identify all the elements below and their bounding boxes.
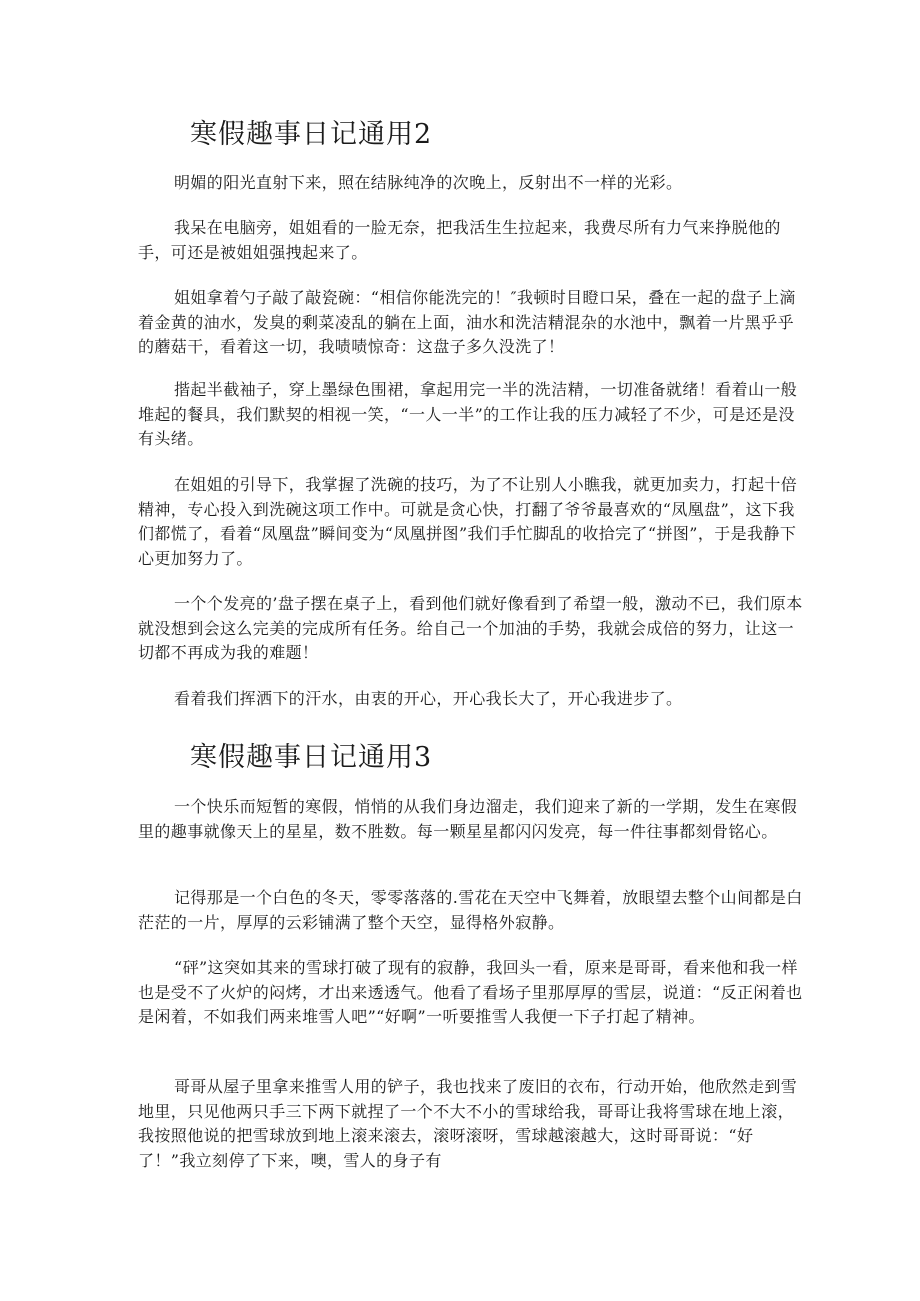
paragraph: 一个个发亮的’盘子摆在桌子上，看到他们就好像看到了希望一般，激动不已，我们原本就没想到会这么完美的完成所有任务。给自己一个加油的手势，我就会成倍的努力，让这一切都不再成为我的难题！ [138,594,803,662]
paragraph: 看着我们挥洒下的汗水，由衷的开心，开心我长大了，开心我进步了。 [174,689,683,708]
paragraph: 在姐姐的引导下，我掌握了洗碗的技巧，为了不让别人小瞧我，就更加卖力，打起十倍精神，专心投入到洗碗这项工作中。可就是贪心快，打翻了爷爷最喜欢的“凤凰盘”，这下我们都慌了，看着“凤凰盘”瞬间变为“凤凰拼图”我们手忙脚乱的收拾完了“拼图”，于是我静下心更加努力了。 [138,475,798,568]
paragraph: 揩起半截袖子，穿上墨绿色围裙，拿起用完一半的洗洁精，一切准备就绪！看着山一般堆起的餐具，我们默契的相视一笑，“一人一半”的工作让我的压力减轻了不少，可是还是没有头绪。 [138,380,798,448]
paragraph: 记得那是一个白色的冬天，零零落落的.雪花在天空中飞舞着，放眼望去整个山间都是白茫茫的一片，厚厚的云彩铺满了整个天空，显得格外寂静。 [138,888,803,932]
paragraph: 明媚的阳光直射下来，照在结脉纯净的次晚上，反射出不一样的光彩。 [174,173,683,192]
paragraph: 我呆在电脑旁，姐姐看的一脸无奈，把我活生生拉起来，我费尽所有力气来挣脱他的手，可还是被姐姐强拽起来了。 [138,218,781,262]
paragraph: “砰”这突如其来的雪球打破了现有的寂静，我回头一看，原来是哥哥，看来他和我一样也是受不了火炉的闷烤，才出来透透气。他看了看场子里那厚厚的雪层，说道：“反正闲着也是闲着，不如我们两来堆雪人吧”“好啊”一听要推雪人我便一下子打起了精神。 [138,958,803,1026]
paragraph: 姐姐拿着勺子敲了敲瓷碗：“相信你能洗完的！″我顿时目瞪口呆，叠在一起的盘子上滴着金黄的油水，发臭的剩菜凌乱的躺在上面，油水和洗洁精混杂的水池中，飘着一片黑乎乎的蘑菇干，看着这一切，我啧啧惊奇：这盘子多久没洗了！ [138,288,796,356]
section-title: 寒假趣事日记通用3 [190,742,433,773]
paragraph: 哥哥从屋子里拿来推雪人用的铲子，我也找来了废旧的衣布，行动开始，他欣然走到雪地里，只见他两只手三下两下就捏了一个不大不小的雪球给我，哥哥让我将雪球在地上滚，我按照他说的把雪球放到地上滚来滚去，滚呀滚呀，雪球越滚越大，这时哥哥说：“好了！”我立刻停了下来，噢，雪人的身子有 [138,1077,798,1170]
section-title: 寒假趣事日记通用2 [190,119,433,150]
paragraph: 一个快乐而短暂的寒假，悄悄的从我们身边溜走，我们迎来了新的一学期，发生在寒假里的趣事就像天上的星星，数不胜数。每一颗星星都闪闪发亮，每一件往事都刻骨铭心。 [138,797,798,841]
